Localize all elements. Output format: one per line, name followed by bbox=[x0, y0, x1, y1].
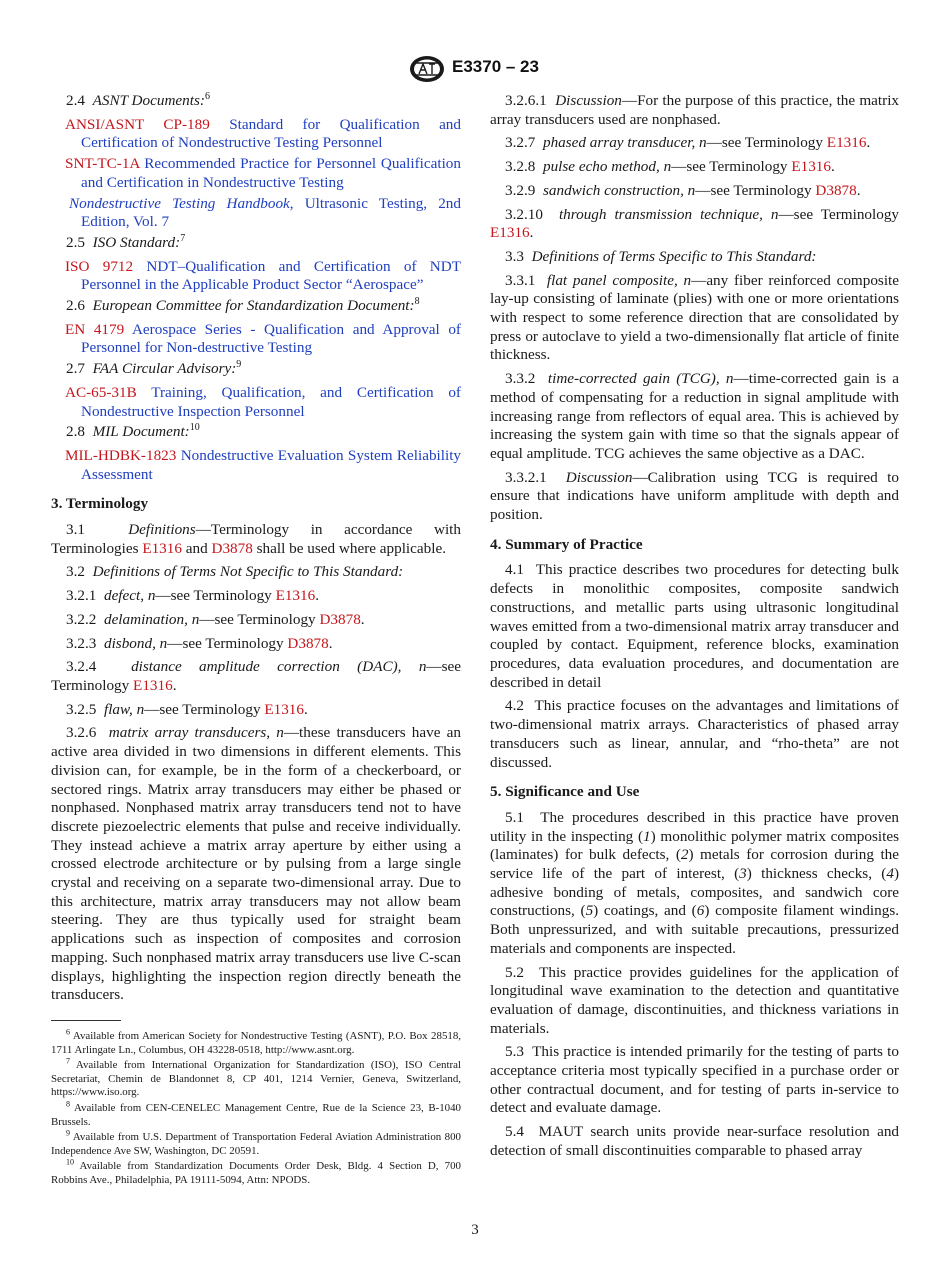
ref-title-link[interactable]: Standard for Qualification and Certification of Nondestructive Testing Personnel bbox=[81, 115, 461, 152]
para-3-2: 3.2 Definitions of Terms Not Specific to This Standard: bbox=[66, 563, 404, 581]
footnote-divider bbox=[51, 1020, 121, 1021]
footnote: $^8$ Available from CEN-CENELEC Management Centre, Rue de la Science 23, B-1040 Brussels. bbox=[51, 1099, 461, 1128]
ref-link[interactable]: D3878 bbox=[319, 610, 361, 628]
ref-link-e1316[interactable]: E1316 bbox=[142, 539, 182, 557]
ref-link[interactable]: E1316 bbox=[791, 158, 831, 176]
ref-cp189 bbox=[51, 116, 461, 153]
ref-title-link[interactable]: Nondestructive Testing Handbook bbox=[69, 194, 290, 212]
ref-link[interactable]: E1316 bbox=[133, 676, 173, 694]
para-3-2-5: 3.2.5 flaw, n—see Terminology E1316. bbox=[66, 700, 308, 718]
page-number: 3 bbox=[471, 1222, 479, 1238]
footnote: $^7$ Available from International Organization for Standardization (ISO), ISO Central Secretariat, Chemin de Blandonnet 8, CP 401, 1214 Vernier, Geneva, Switzerland, https://www.iso.org. bbox=[51, 1056, 461, 1099]
ref-code-link[interactable]: AC-65-31B bbox=[65, 383, 137, 401]
para-3-2-7: 3.2.7 phased array transducer, n—see Terminology E1316. bbox=[505, 134, 871, 152]
para-5-1: 5.1 The procedures described in this practice have proven utility in the inspecting (1) monolithic polymer matrix composites (laminates) for bulk defects, (2) metals for corrosion during the service life of the part of interest, (3) thickness checks, (4) adhesive bonding of metals, composites, and sandwich core constructions, (5) coatings, and (6) composite filament windings. Both unpressurized, and with suitable precautions, pressurized materials and components are inspected. bbox=[490, 808, 900, 957]
section-2-5: 2.5 ISO Standard:$^7$ bbox=[66, 232, 186, 251]
para-3-2-2: 3.2.2 delamination, n—see Terminology D3878. bbox=[66, 610, 365, 628]
ref-link[interactable]: D3878 bbox=[815, 181, 857, 199]
footnote: $^6$ Available from American Society for Nondestructive Testing (ASNT), P.O. Box 28518, 1711 Arlingate Ln., Columbus, OH 43228-0518, http://www.asnt.org. bbox=[51, 1027, 462, 1056]
section-2-7: 2.7 FAA Circular Advisory:$^9$ bbox=[66, 359, 242, 378]
ref-code-link[interactable]: EN 4179 bbox=[65, 320, 125, 338]
para-5-3: 5.3 This practice is intended primarily for the testing of parts to acceptance criteria most typically specified in a purchase order or other contractual document, and for testing of parts in-service to detect and evaluate damage. bbox=[490, 1043, 899, 1117]
ref-code-link[interactable]: ISO 9712 bbox=[65, 257, 134, 275]
page-header bbox=[0, 54, 950, 84]
ref-link[interactable]: E1316 bbox=[264, 700, 304, 718]
section-heading-terminology: 3. Terminology bbox=[51, 495, 149, 513]
ref-nde-handbook: Nondestructive Testing Handbook, Ultrasonic Testing, 2nd Edition, Vol. 7 bbox=[69, 194, 461, 231]
para-3-2-8: 3.2.8 pulse echo method, n—see Terminology E1316. bbox=[505, 158, 835, 176]
ref-code-link[interactable]: ANSI/ASNT CP-189 bbox=[65, 115, 210, 133]
section-2-8: 2.8 MIL Document:$^{10}$ bbox=[66, 422, 200, 441]
document-designation: E3370 – 23 bbox=[452, 57, 539, 76]
para-3-2-4: 3.2.4 distance amplitude correction (DAC), n—see Terminology E1316. bbox=[51, 658, 462, 694]
ref-title-link[interactable]: Recommended Practice for Personnel Qualification and Certification in Nondestructive Testing bbox=[81, 155, 461, 191]
para-4-1: 4.1 This practice describes two procedures for detecting bulk defects in monolithic composites, composite sandwich constructions, and metallic parts using ultrasonic longitudinal waves emitted from a two-dimensional matrix array transducer and coupled by contact. Equipment, reference blocks, examination procedures, data evaluation procedures, and documentation are described in detail bbox=[490, 561, 899, 691]
ref-link[interactable]: E1316 bbox=[826, 134, 867, 152]
para-3-2-6: 3.2.6 matrix array transducers, n—these transducers have an active area divided in two dimensions in different elements. This division can, for example, be in the form of a checkerboard, or sectored rings. Matrix array transducers may either be phased or nonphased. Nonphased matrix array transducers tend not to have discrete piezoelectric elements that pulse and receive individually. They instead achieve a matrix array aperture by either using a crossed electrode architecture or by pulsing from a large single crystal and receiving on a separate two-dimensional array. Due to this architecture, matrix array transducers may not allow beam steering. They are thus typically used for straight beam applications such as inspection of composites and corrosion mapping. Such nonphased matrix array transducers use live C-scan displays, highlighting the inspection region directly beneath the transducers. bbox=[51, 724, 461, 1004]
ref-code-link[interactable]: SNT-TC-1A bbox=[65, 155, 140, 173]
para-3-2-1: 3.2.1 defect, n—see Terminology E1316. bbox=[66, 587, 320, 605]
footnote: $^9$ Available from U.S. Department of Transportation Federal Aviation Administration 800 Independence Ave SW, Washington, DC 20591. bbox=[51, 1128, 462, 1157]
section-heading-significance: 5. Significance and Use bbox=[490, 783, 640, 801]
ref-title-link[interactable]: Nondestructive Evaluation System Reliability Assessment bbox=[81, 446, 462, 483]
ref-code-link[interactable]: MIL-HDBK-1823 bbox=[65, 446, 177, 464]
ref-title-link[interactable]: Aerospace Series - Qualification and Approval of Personnel for Non-destructive Testing bbox=[81, 320, 461, 357]
para-4-2: 4.2 This practice focuses on the advantages and limitations of two-dimensional matrix arrays. Characteristics of phased array transducers such as linear, annular, and “rho-theta” are not discussed. bbox=[490, 697, 899, 771]
para-3-2-9: 3.2.9 sandwich construction, n—see Terminology D3878. bbox=[505, 181, 861, 199]
ref-title-link[interactable]: Training, Qualification, and Certification of Nondestructive Inspection Personnel bbox=[81, 383, 461, 420]
para-3-2-3: 3.2.3 disbond, n—see Terminology D3878. bbox=[66, 634, 333, 652]
footnotes bbox=[51, 1027, 462, 1190]
para-3-3-2-1: 3.3.2.1 Discussion—Calibration using TCG is required to ensure that indications have uniform amplitude with depth and position. bbox=[490, 468, 899, 524]
para-3-3-2: 3.3.2 time-corrected gain (TCG), n—time-corrected gain is a method of compensating for a reduction in signal amplitude with increasing range from reflectors of equal area. This is achieved by increasing the system gain with time so that the signals appear of equal amplitude. TCG achieves the same objective as a DAC. bbox=[490, 370, 900, 462]
para-3-1: 3.1 Definitions—Terminology in accordance with Terminologies E1316 and D3878 shall be used where applicable. bbox=[51, 521, 461, 557]
para-5-2: 5.2 This practice provides guidelines for the application of longitudinal wave examination to the detection and quantitative evaluation of damage, discontinuities, and thickness variations in materials. bbox=[490, 963, 899, 1037]
ref-link-d3878[interactable]: D3878 bbox=[211, 539, 253, 557]
para-3-3: 3.3 Definitions of Terms Specific to This Standard: bbox=[505, 247, 817, 265]
ref-link[interactable]: D3878 bbox=[287, 634, 329, 652]
ref-ac-65-31b bbox=[51, 384, 461, 421]
ref-title-link[interactable]: NDT–Qualification and Certification of NDT Personnel in the Applicable Product Sector “Aerospace” bbox=[81, 257, 461, 294]
section-heading-summary: 4. Summary of Practice bbox=[490, 535, 643, 553]
section-2-4: 2.4 ASNT Documents:$^6$ bbox=[66, 90, 210, 109]
section-2-6: 2.6 European Committee for Standardization Document:$^8$ bbox=[66, 295, 420, 315]
para-3-3-1: 3.3.1 flat panel composite, n—any fiber reinforced composite lay-up consisting of laminate (plies) with one or more orientations with respect to some reference direction that are consolidated by press or autoclave to yield a two-dimensionally flat article of finite thickness. bbox=[490, 271, 900, 364]
para-3-2-10: 3.2.10 through transmission technique, n—see Terminology E1316. bbox=[490, 205, 900, 242]
para-5-4: 5.4 MAUT search units provide near-surface resolution and detection of small discontinuities comparable to phased array bbox=[490, 1123, 900, 1159]
right-column bbox=[490, 92, 899, 1166]
ref-en-4179 bbox=[51, 321, 461, 358]
ref-iso-9712 bbox=[51, 258, 461, 295]
footnote: $^{10}$ Available from Standardization Documents Order Desk, Bldg. 4 Section D, 700 Robbins Ave., Philadelphia, PA 19111-5094, Attn: NPODS. bbox=[51, 1157, 461, 1186]
ref-snt-tc-1a bbox=[51, 155, 461, 192]
ref-mil-hdbk-1823 bbox=[51, 447, 461, 484]
ref-link[interactable]: E1316 bbox=[275, 587, 316, 605]
astm-logo-icon bbox=[408, 54, 446, 84]
ref-link[interactable]: E1316 bbox=[490, 224, 530, 242]
para-3-2-6-1: 3.2.6.1 Discussion—For the purpose of this practice, the matrix array transducers used are nonphased. bbox=[490, 92, 900, 128]
left-column bbox=[51, 92, 461, 1010]
